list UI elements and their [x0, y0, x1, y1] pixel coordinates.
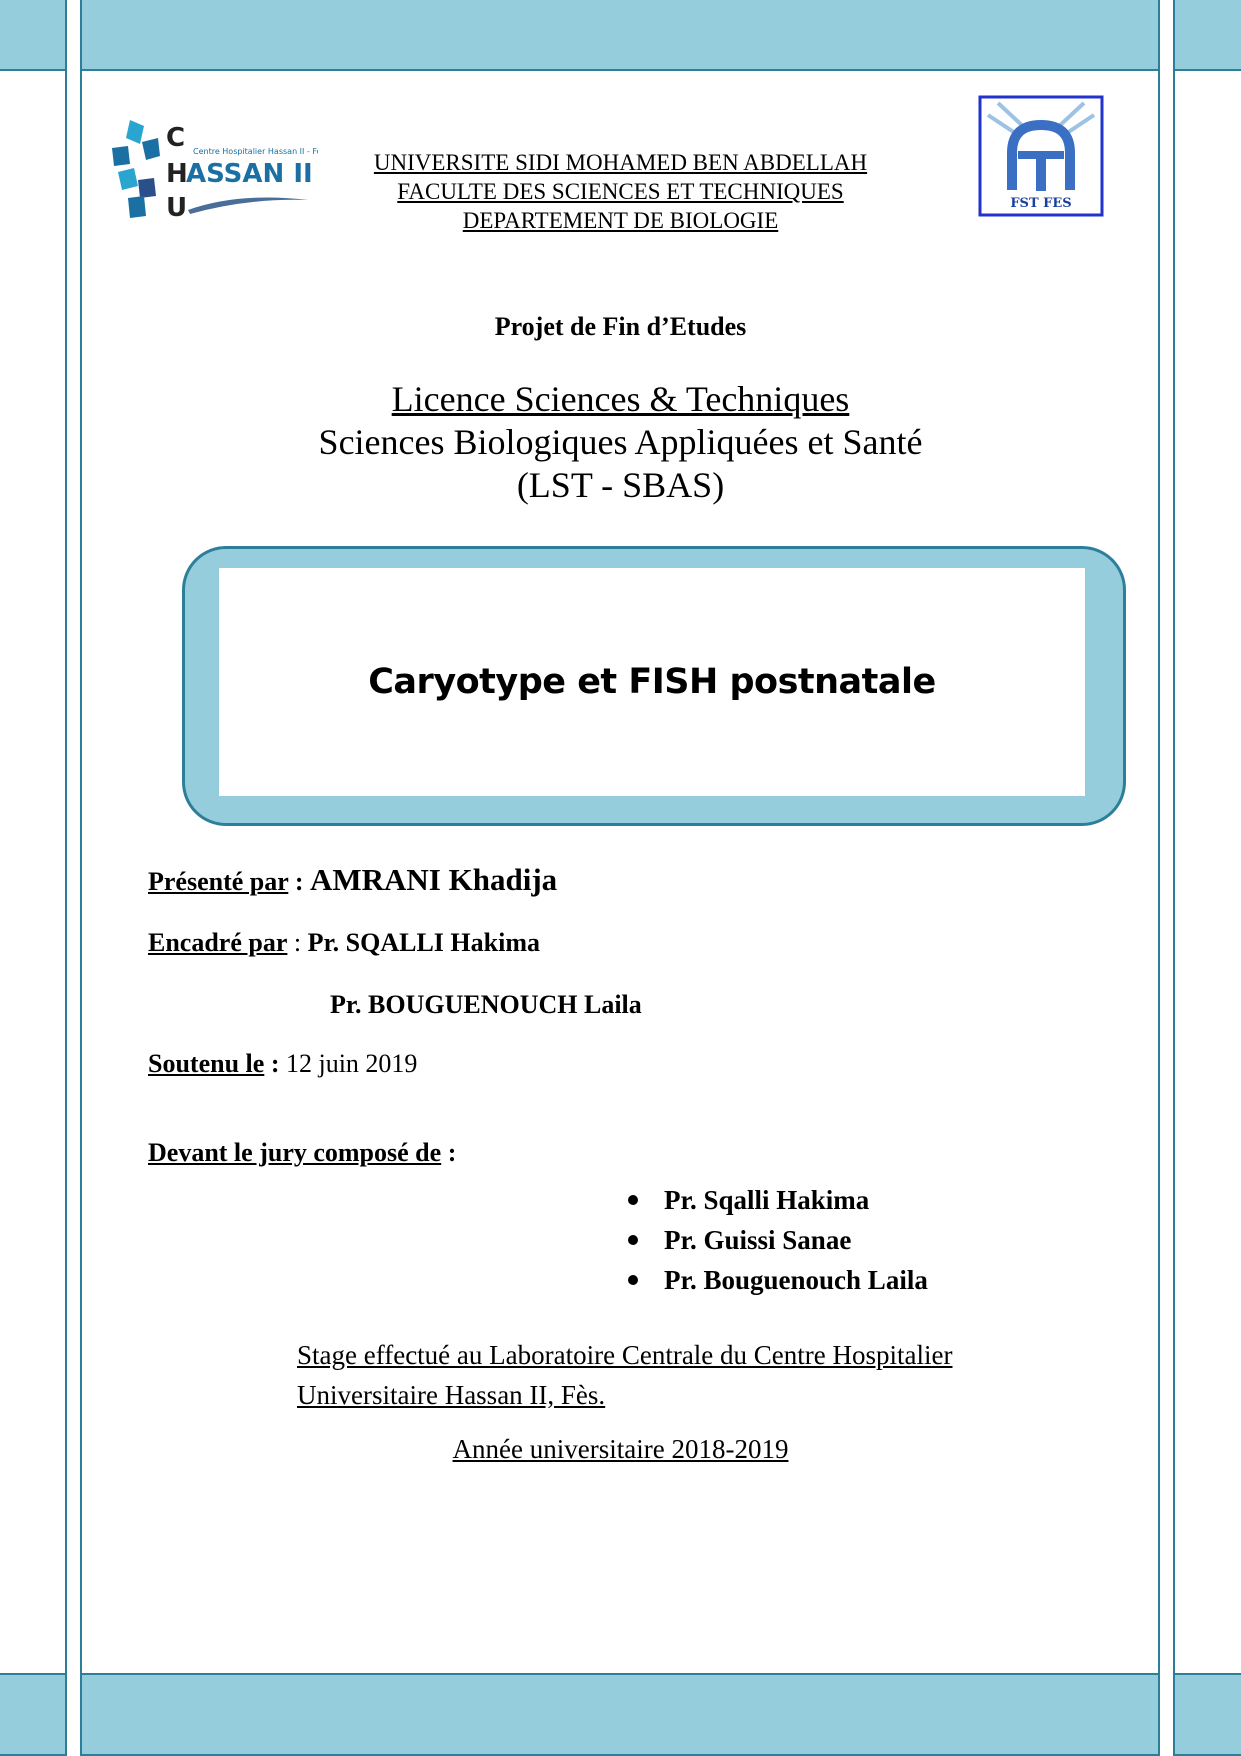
frame-line-right-inner: [1158, 0, 1160, 1754]
internship-line-2: Universitaire Hassan II, Fès.: [297, 1380, 606, 1410]
internship-line-1: Stage effectué au Laboratoire Centrale du Centre Hospitalier: [297, 1340, 953, 1370]
bullet-icon: [628, 1275, 638, 1285]
top-band-left: [0, 0, 67, 71]
bottom-band-right: [1173, 1673, 1241, 1756]
degree-line-1: Licence Sciences & Techniques: [391, 379, 850, 419]
frame-line-left-outer: [65, 0, 67, 1754]
bottom-band-left: [0, 1673, 67, 1756]
department-name: DEPARTEMENT DE BIOLOGIE: [462, 208, 779, 233]
frame-line-right-outer: [1173, 0, 1175, 1754]
project-type: Projet de Fin d’Etudes: [494, 312, 747, 341]
jury-member-3: Pr. Bouguenouch Laila: [664, 1265, 928, 1295]
jury-label: Devant le jury composé de: [148, 1138, 442, 1167]
degree-block: [0, 378, 1241, 507]
presented-sep: :: [288, 867, 310, 896]
defended-line: [148, 1049, 417, 1079]
supervised-line: [148, 928, 540, 958]
top-band-center: [80, 0, 1160, 71]
jury-member-2: Pr. Guissi Sanae: [664, 1225, 852, 1255]
title-frame: [182, 546, 1126, 826]
presented-name: AMRANI Khadija: [309, 862, 558, 897]
frame-line-left-inner: [80, 0, 82, 1754]
title-box: [219, 568, 1085, 796]
defended-date: 12 juin 2019: [285, 1049, 418, 1078]
svg-text:C: C: [166, 123, 186, 153]
degree-line-3: (LST - SBAS): [516, 465, 725, 505]
university-name: UNIVERSITE SIDI MOHAMED BEN ABDELLAH: [373, 150, 868, 175]
top-band-right: [1173, 0, 1241, 71]
degree-line-2: Sciences Biologiques Appliquées et Santé: [318, 422, 923, 462]
academic-year: Année universitaire 2018-2019: [452, 1434, 789, 1464]
supervisor-2: Pr. BOUGUENOUCH Laila: [330, 990, 642, 1019]
bullet-icon: [628, 1195, 638, 1205]
bottom-band-center: [80, 1673, 1160, 1756]
thesis-title: Caryotype et FISH postnatale: [368, 662, 936, 702]
svg-text:ASSAN II: ASSAN II: [186, 159, 313, 189]
jury-line: [148, 1138, 456, 1168]
list-item: [628, 1260, 928, 1300]
svg-text:H: H: [166, 159, 188, 189]
defended-label: Soutenu le: [148, 1049, 265, 1078]
list-item: [628, 1180, 928, 1220]
defended-sep: :: [264, 1049, 286, 1078]
supervised-label: Encadré par: [148, 928, 288, 957]
supervisor-1: Pr. SQALLI Hakima: [307, 928, 540, 957]
faculty-name: FACULTE DES SCIENCES ET TECHNIQUES: [397, 179, 844, 204]
supervised-line-2: [330, 990, 642, 1020]
fst-fes-logo-text: FST FES: [1010, 196, 1072, 211]
presented-label: Présenté par: [148, 867, 289, 896]
jury-sep: :: [441, 1138, 457, 1167]
bullet-icon: [628, 1235, 638, 1245]
internship-text: [297, 1335, 952, 1415]
fst-fes-logo: [978, 95, 1104, 217]
svg-text:U: U: [166, 193, 188, 223]
presented-line: [148, 862, 557, 898]
jury-list: [628, 1180, 928, 1300]
logo-subtitle: Centre Hospitalier Hassan II - Fès: [193, 147, 318, 156]
list-item: [628, 1220, 928, 1260]
jury-member-1: Pr. Sqalli Hakima: [664, 1185, 870, 1215]
supervised-sep: :: [287, 928, 308, 957]
